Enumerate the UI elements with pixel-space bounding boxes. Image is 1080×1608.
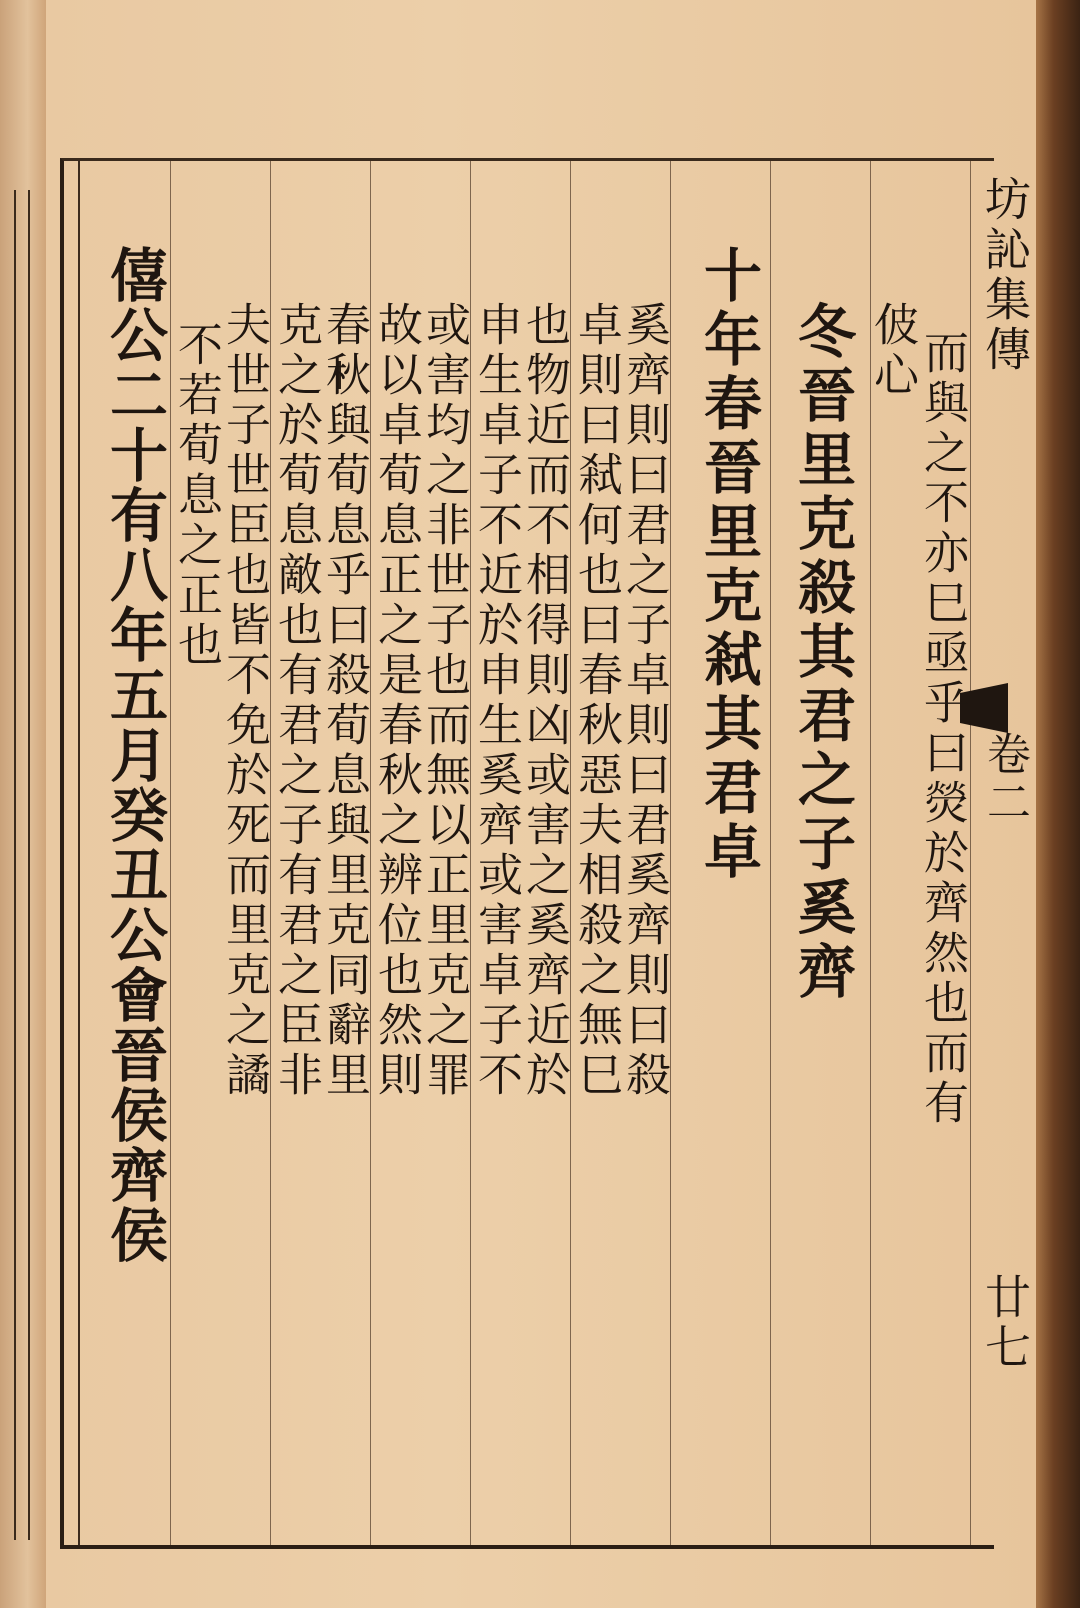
commentary-column: 春秋與荀息乎曰殺荀息與里克同辭里 <box>318 301 371 1101</box>
book-title: 坊訫集傳 <box>978 175 1032 375</box>
book-spine <box>1036 0 1080 1608</box>
commentary-column: 或害均之非世子也而無以正里克之罪 <box>418 301 471 1101</box>
adjacent-page-rule <box>14 190 16 1540</box>
frame-inner-rule <box>78 161 80 1545</box>
adjacent-page-rule <box>28 190 30 1540</box>
commentary-column: 也物近而不相得則凶或害之奚齊近於 <box>518 301 571 1101</box>
commentary-column: 申生卓子不近於申生奚齊或害卓子不 <box>470 301 523 1101</box>
commentary-column: 克之於荀息敵也有君之子有君之臣非 <box>270 301 323 1101</box>
page-number: 廿七 <box>978 1273 1032 1373</box>
volume-label: 卷二 <box>979 731 1030 827</box>
adjacent-page-edge <box>0 0 46 1608</box>
main-text-column: 十年春晉里克弒其君卓 <box>694 245 762 885</box>
commentary-column: 夫世子世臣也皆不免於死而里克之譎 <box>218 301 271 1101</box>
commentary-column: 而與之不亦巳亟乎曰熒於齊然也而有 <box>916 329 969 1129</box>
main-text-column: 僖公二十有八年五月癸丑公會晉侯齊侯 <box>100 245 168 1265</box>
commentary-column: 不若荀息之正也 <box>170 321 223 671</box>
commentary-column: 佊心 <box>866 301 919 401</box>
column-rule <box>770 161 771 1545</box>
main-text-column: 冬晉里克殺其君之子奚齊 <box>788 301 856 1005</box>
print-frame <box>60 158 1032 1549</box>
commentary-column: 奚齊則曰君之子卓則曰君奚齊則曰殺 <box>618 301 671 1101</box>
commentary-column: 故以卓荀息正之是春秋之辨位也然則 <box>370 301 423 1101</box>
commentary-column: 卓則曰弒何也曰春秋惡夫相殺之無巳 <box>570 301 623 1101</box>
